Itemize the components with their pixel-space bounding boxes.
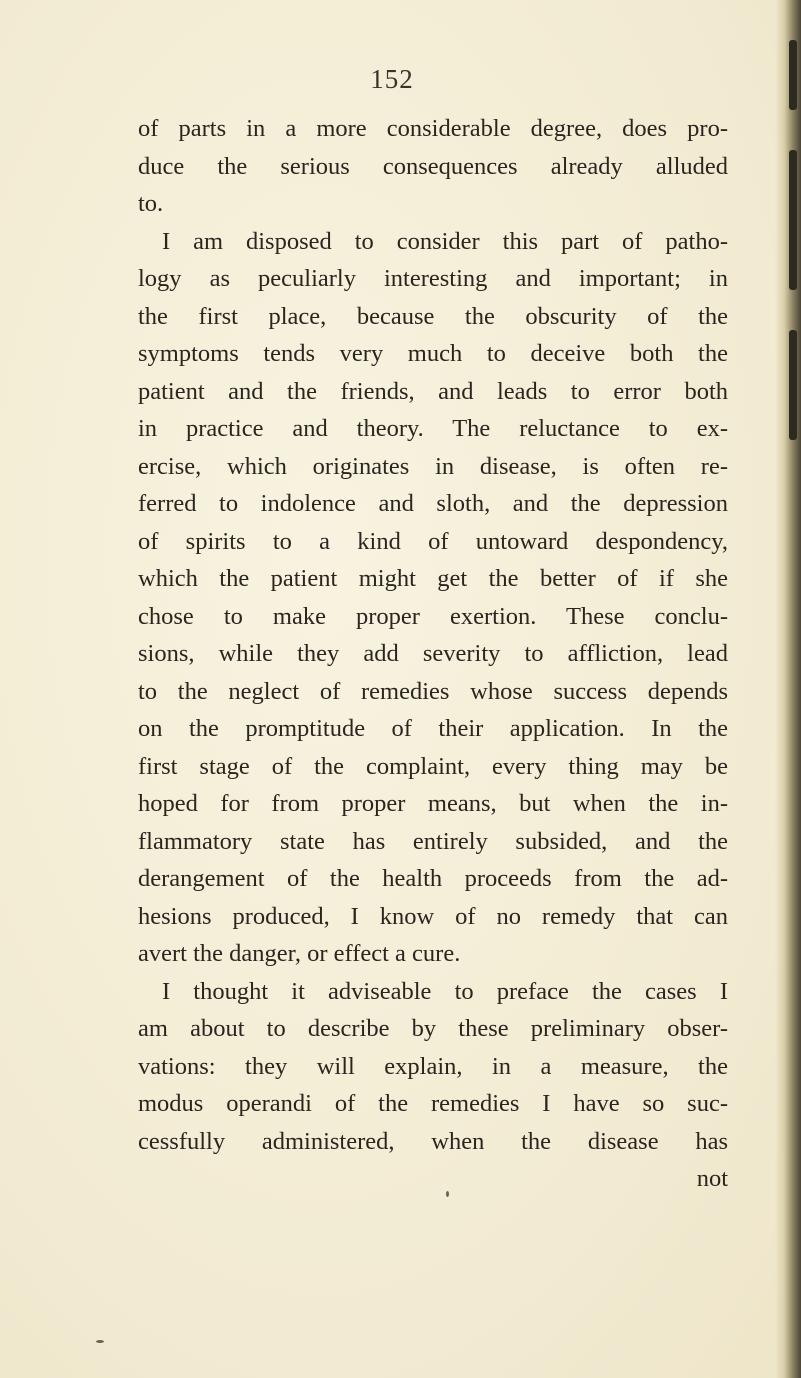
paper-speck bbox=[446, 1191, 449, 1197]
binding-mark bbox=[789, 330, 797, 440]
text-line: I thought it adviseable to preface the cases I bbox=[162, 977, 728, 1005]
text-line: of parts in a more considerable degree, does pro- bbox=[138, 115, 728, 142]
text-line: avert the danger, or effect a cure. bbox=[138, 940, 461, 967]
text-line: modus operandi of the remedies I have so suc- bbox=[138, 1090, 728, 1117]
text-line: cessfully administered, when the disease has bbox=[138, 1127, 728, 1155]
text-line: to. bbox=[138, 190, 164, 217]
text-line: duce the serious consequences already alluded bbox=[138, 152, 728, 180]
body-text bbox=[138, 110, 728, 1198]
text-line: chose to make proper exertion. These conclu- bbox=[138, 602, 728, 630]
text-line: hoped for from proper means, but when the in- bbox=[138, 790, 728, 817]
text-line: the first place, because the obscurity of the bbox=[138, 302, 728, 330]
text-line: derangement of the health proceeds from the ad- bbox=[138, 865, 728, 892]
text-line: flammatory state has entirely subsided, and the bbox=[138, 827, 728, 855]
text-line: on the promptitude of their application. In the bbox=[138, 715, 728, 742]
text-line: in practice and theory. The reluctance to ex- bbox=[138, 415, 728, 442]
paper-speck bbox=[96, 1340, 104, 1343]
text-line: patient and the friends, and leads to error both bbox=[138, 377, 728, 405]
text-line: I am disposed to consider this part of patho- bbox=[162, 227, 728, 255]
catchword: not bbox=[696, 1165, 728, 1192]
text-line: to the neglect of remedies whose success depends bbox=[138, 677, 728, 705]
binding-mark bbox=[789, 40, 797, 110]
text-line: sions, while they add severity to affliction, lead bbox=[138, 640, 728, 667]
text-line: hesions produced, I know of no remedy that can bbox=[138, 902, 728, 930]
binding-mark bbox=[789, 150, 797, 290]
text-line: ercise, which originates in disease, is often re- bbox=[138, 452, 728, 480]
text-line: symptoms tends very much to deceive both the bbox=[138, 340, 728, 367]
page-number: 152 bbox=[370, 64, 414, 94]
text-line: am about to describe by these preliminary obser- bbox=[138, 1015, 728, 1042]
text-line: ferred to indolence and sloth, and the depression bbox=[138, 490, 728, 517]
text-line: vations: they will explain, in a measure, the bbox=[138, 1052, 728, 1080]
text-line: which the patient might get the better of if she bbox=[138, 565, 728, 592]
page-edge-shadow bbox=[775, 0, 801, 1378]
text-line: logy as peculiarly interesting and important; in bbox=[138, 265, 728, 292]
text-line: first stage of the complaint, every thing may be bbox=[138, 752, 728, 780]
text-line: of spirits to a kind of untoward despondency, bbox=[138, 527, 728, 555]
